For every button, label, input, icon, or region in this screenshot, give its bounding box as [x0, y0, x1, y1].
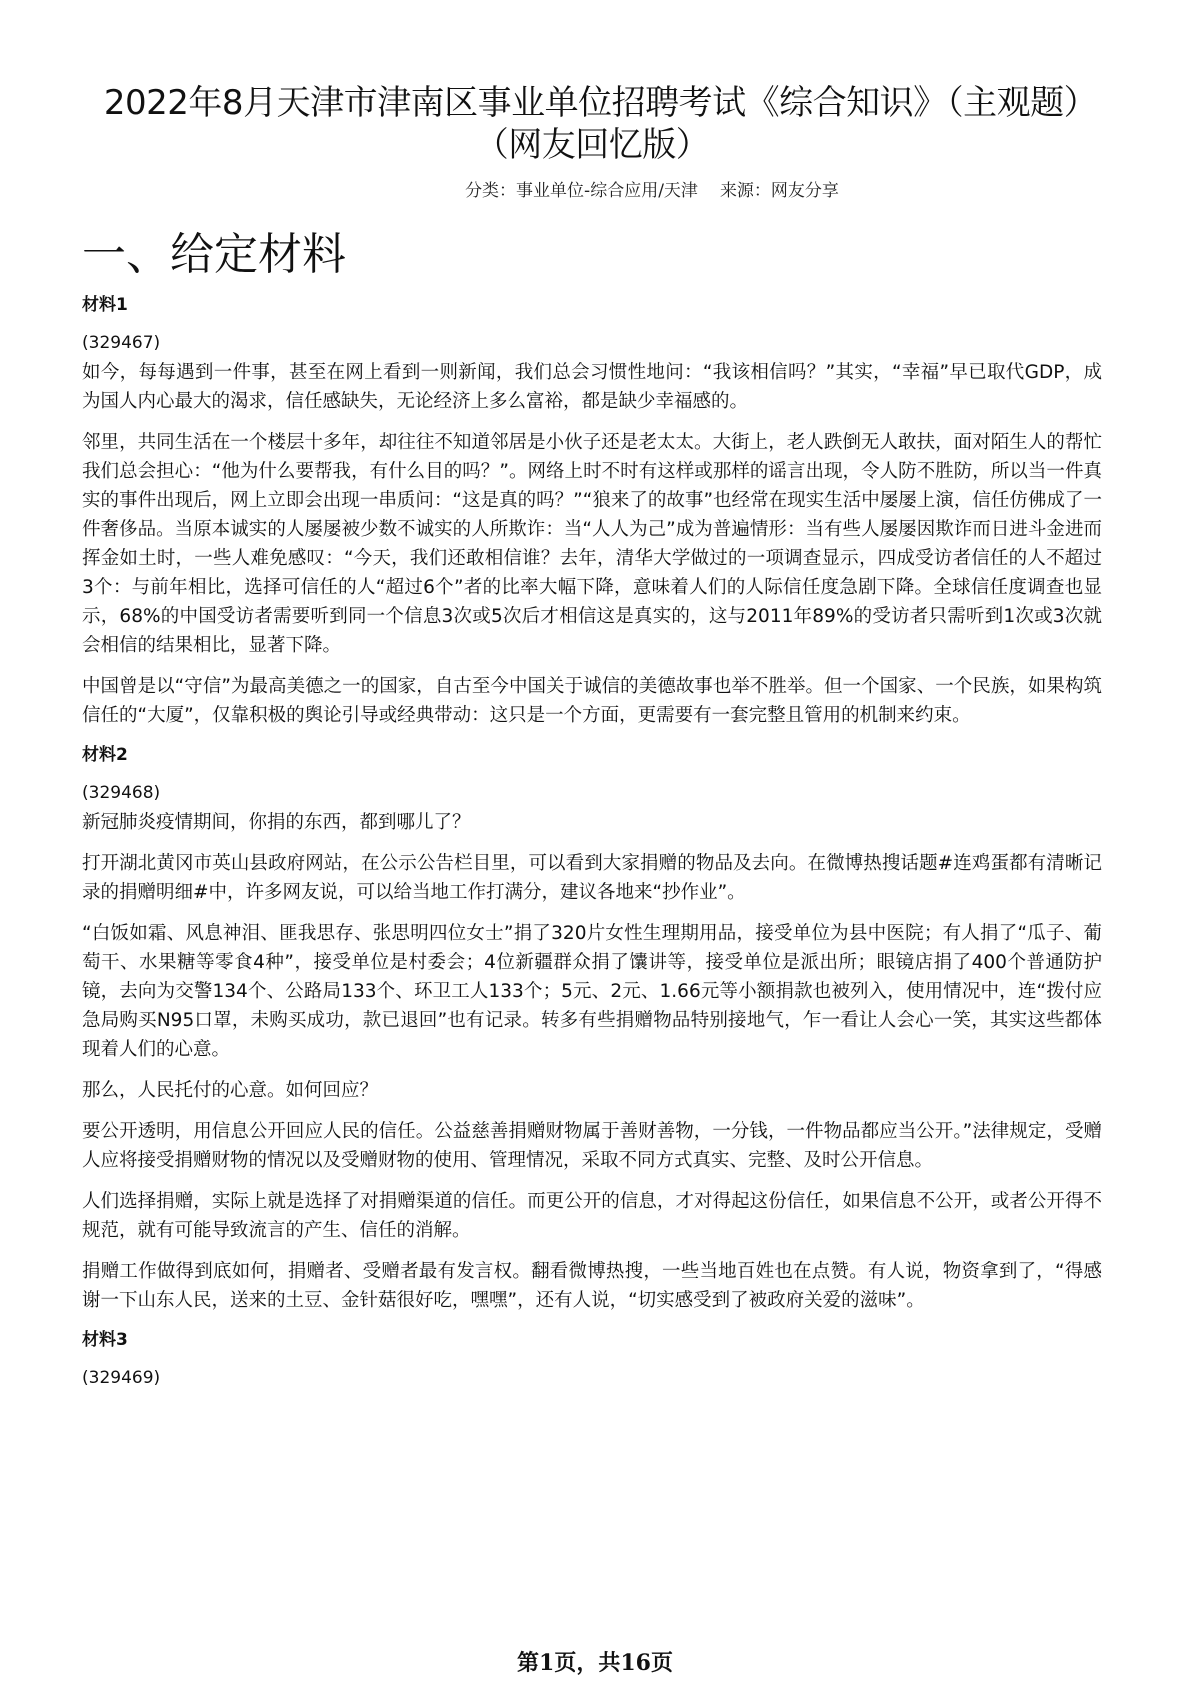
document-title: 2022年8月天津市津南区事业单位招聘考试《综合知识》（主观题）（网友回忆版）	[103, 83, 1081, 165]
material-1	[82, 292, 1102, 730]
material-id: (329469)	[82, 1368, 161, 1388]
page-footer: 第1页，共16页	[517, 1650, 673, 1676]
paragraph: 邻里，共同生活在一个楼层十多年，却往往不知道邻居是小伙子还是老太太。大街上，老人跌倒无人敢扶，面对陌生人的帮忙我们总会担心：“他为什么要帮我，有什么目的吗？”。网络上时不时有这样或那样的谣言出现，令人防不胜防，所以当一件真实的事件出现后，网上立即会出现一串质问：“这是真的吗？”“狼来了的故事”也经常在现实生活中屡屡上演，信任仿佛成了一件奢侈品。当原本诚实的人屡屡被少数不诚实的人所欺诈：当“人人为己”成为普遍情形：当有些人屡屡因欺诈而日进斗金进而挥金如土时，一些人难免感叹：“今天，我们还敢相信谁？去年，清华大学做过的一项调查显示，四成受访者信任的人不超过3个：与前年相比，选择可信任的人“超过6个”者的比率大幅下降，意味着人们的人际信任度急剧下降。全球信任度调查也显示，68%的中国受访者需要听到同一个信息3次或5次后才相信这是真实的，这与2011年89%的受访者只需听到1次或3次就会相信的结果相比，显著下降。	[82, 432, 1102, 656]
paragraph: 人们选择捐赠，实际上就是选择了对捐赠渠道的信任。而更公开的信息，才对得起这份信任，如果信息不公开，或者公开得不规范，就有可能导致流言的产生、信任的消解。	[82, 1191, 1102, 1241]
material-id: (329468)	[82, 783, 161, 803]
category-text: 分类：事业单位-综合应用/天津	[465, 181, 698, 201]
paragraph: 如今，每每遇到一件事，甚至在网上看到一则新闻，我们总会习惯性地问：“我该相信吗？”其实，“幸福”早已取代GDP，成为国人内心最大的渴求，信任感缺失，无论经济上多么富裕，都是缺少幸福感的。	[82, 362, 1102, 412]
paragraph: 要公开透明，用信息公开回应人民的信任。公益慈善捐赠财物属于善财善物，一分钱，一件物品都应当公开。”法律规定，受赠人应将接受捐赠财物的情况以及受赠财物的使用、管理情况，采取不同方式真实、完整、及时公开信息。	[82, 1121, 1102, 1171]
material-id: (329467)	[82, 333, 161, 353]
material-title: 材料3	[82, 1330, 128, 1350]
paragraph: 新冠肺炎疫情期间，你捐的东西，都到哪儿了？	[82, 812, 471, 833]
paragraph: 捐赠工作做得到底如何，捐赠者、受赠者最有发言权。翻看微博热搜，一些当地百姓也在点赞。有人说，物资拿到了，“得感谢一下山东人民，送来的土豆、金针菇很好吃，嘿嘿”，还有人说，“切实感受到了被政府关爱的滋味”。	[82, 1261, 1102, 1311]
paragraph: 那么，人民托付的心意。如何回应？	[82, 1080, 379, 1101]
source-text: 来源：网友分享	[719, 181, 839, 201]
paragraph: 打开湖北黄冈市英山县政府网站，在公示公告栏目里，可以看到大家捐赠的物品及去向。在微博热搜话题#连鸡蛋都有清晰记录的捐赠明细#中，许多网友说，可以给当地工作打满分，建议各地来“抄作业”。	[82, 853, 1102, 903]
section-heading: 一、给定材料	[82, 229, 346, 280]
document-meta	[82, 180, 1102, 202]
material-2	[82, 742, 1102, 1315]
material-3	[82, 1327, 1102, 1391]
paragraph: 中国曾是以“守信”为最高美德之一的国家，自古至今中国关于诚信的美德故事也举不胜举。但一个国家、一个民族，如果构筑信任的“大厦”，仅靠积极的舆论引导或经典带动：这只是一个方面，更需要有一套完整且管用的机制来约束。	[82, 676, 1102, 726]
material-title: 材料1	[82, 295, 128, 315]
paragraph: “白饭如霜、风息神泪、匪我思存、张思明四位女士”捐了320片女性生理期用品，接受单位为县中医院；有人捐了“瓜子、葡萄干、水果糖等零食4种”，接受单位是村委会；4位新疆群众捐了馕讲等，接受单位是派出所；眼镜店捐了400个普通防护镜，去向为交警134个、公路局133个、环卫工人133个；5元、2元、1.66元等小额捐款也被列入，使用情况中，连“拨付应急局购买N95口罩，未购买成功，款已退回”也有记录。转多有些捐赠物品特别接地气，乍一看让人会心一笑，其实这些都体现着人们的心意。	[82, 923, 1102, 1060]
material-title: 材料2	[82, 745, 128, 765]
